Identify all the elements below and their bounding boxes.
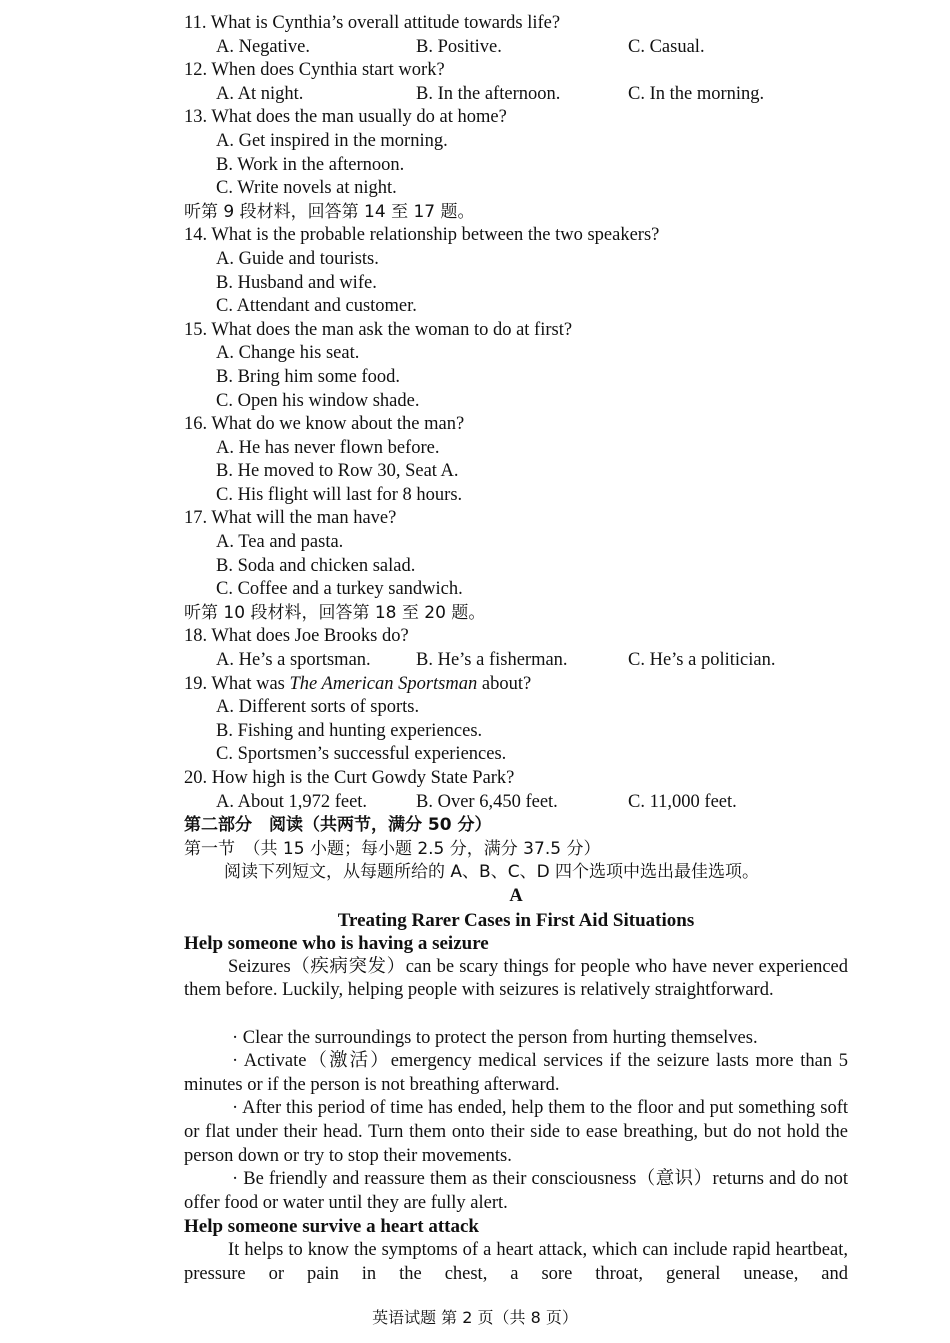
option-a: A. Get inspired in the morning.: [216, 130, 448, 151]
option-b: B. Fishing and hunting experiences.: [216, 720, 483, 741]
part-2-heading: 第二部分 阅读（共两节，满分 50 分）: [184, 815, 492, 836]
paragraph-seizures: Seizures（疾病突发）can be scary things for people who have never experienced them before. Luckily, helping people with seizures is relatively straightforward.: [184, 956, 848, 1001]
option-a: A. About 1,972 feet.: [216, 791, 368, 812]
question-19-stem-post: about?: [477, 673, 532, 694]
question-18: 18. What does Joe Brooks do?: [184, 626, 409, 647]
question-12: 12. When does Cynthia start work?: [184, 60, 445, 81]
option-c: C. Coffee and a turkey sandwich.: [216, 579, 463, 600]
question-20: 20. How high is the Curt Gowdy State Park?: [184, 768, 515, 788]
passage-letter: A: [509, 885, 523, 906]
bullet-after-period: · After this period of time has ended, help them to the floor and put something soft or flat under their head. Turn them onto their side to ease breathing, but do not hold the person down or try to stop their movements.: [184, 1098, 848, 1166]
option-a: A. At night.: [216, 83, 304, 104]
question-11: 11. What is Cynthia’s overall attitude towards life?: [184, 13, 561, 33]
question-18-options: [184, 649, 848, 673]
paragraph-heart-attack: It helps to know the symptoms of a heart attack, which can include rapid heartbeat, pressure or pain in the chest, a sore throat, general unease, and: [184, 1239, 848, 1284]
question-16: 16. What do we know about the man?: [184, 414, 465, 435]
option-c: C. Attendant and customer.: [216, 296, 417, 317]
option-b: B. Positive.: [416, 36, 502, 57]
question-19-work-title: The American Sportsman: [289, 673, 478, 694]
option-a: A. Negative.: [216, 36, 311, 57]
reading-instruction: 阅读下列短文，从每题所给的 A、B、C、D 四个选项中选出最佳选项。: [224, 862, 760, 883]
passage-title: Treating Rarer Cases in First Aid Situations: [337, 909, 695, 931]
option-a: A. He’s a sportsman.: [216, 650, 371, 671]
option-c: C. Casual.: [628, 36, 705, 57]
question-17: 17. What will the man have?: [184, 508, 397, 529]
option-b: B. Husband and wife.: [216, 272, 377, 293]
option-c: C. Sportsmen’s successful experiences.: [216, 744, 507, 765]
option-a: A. Tea and pasta.: [216, 532, 344, 553]
option-c: C. In the morning.: [628, 83, 765, 104]
section-1-heading: 第一节 （共 15 小题；每小题 2.5 分，满分 37.5 分）: [184, 838, 601, 859]
question-12-options: [184, 83, 848, 107]
question-14: 14. What is the probable relationship between the two speakers?: [184, 225, 660, 246]
option-c: C. Write novels at night.: [216, 178, 397, 199]
option-b: B. Work in the afternoon.: [216, 154, 405, 175]
section-10-instruction: 听第 10 段材料，回答第 18 至 20 题。: [184, 602, 486, 623]
subheading-seizure: Help someone who is having a seizure: [184, 933, 489, 955]
option-a: A. Change his seat.: [216, 343, 360, 364]
option-b: B. In the afternoon.: [416, 83, 561, 104]
question-20-options: [184, 791, 848, 815]
question-11-options: [184, 36, 848, 60]
option-b: B. Bring him some food.: [216, 366, 400, 387]
option-c: C. 11,000 feet.: [628, 791, 737, 812]
option-b: B. He’s a fisherman.: [416, 650, 568, 671]
question-15: 15. What does the man ask the woman to do at first?: [184, 319, 573, 340]
subheading-heart-attack: Help someone survive a heart attack: [184, 1216, 479, 1238]
option-a: A. He has never flown before.: [216, 437, 440, 458]
option-a: A. Guide and tourists.: [216, 248, 379, 269]
question-19: [184, 673, 848, 697]
option-b: B. Over 6,450 feet.: [416, 791, 558, 812]
bullet-activate-ems: · Activate（激活）emergency medical services if the seizure lasts more than 5 minutes or if the person is not breathing afterward.: [184, 1051, 848, 1095]
option-a: A. Different sorts of sports.: [216, 697, 420, 718]
page-footer: 英语试题 第 2 页（共 8 页）: [372, 1308, 578, 1327]
question-13: 13. What does the man usually do at home?: [184, 107, 507, 128]
question-19-stem-pre: 19. What was: [184, 673, 290, 694]
option-c: C. He’s a politician.: [628, 650, 776, 671]
option-b: B. Soda and chicken salad.: [216, 555, 416, 576]
option-b: B. He moved to Row 30, Seat A.: [216, 461, 459, 482]
bullet-clear-surroundings: · Clear the surroundings to protect the person from hurting themselves.: [232, 1027, 758, 1048]
option-c: C. His flight will last for 8 hours.: [216, 484, 463, 505]
section-9-instruction: 听第 9 段材料，回答第 14 至 17 题。: [184, 201, 475, 222]
option-c: C. Open his window shade.: [216, 390, 420, 411]
exam-page: [184, 12, 848, 1286]
bullet-be-friendly: · Be friendly and reassure them as their consciousness（意识）returns and do not offer food or water until they are fully alert.: [184, 1169, 848, 1213]
